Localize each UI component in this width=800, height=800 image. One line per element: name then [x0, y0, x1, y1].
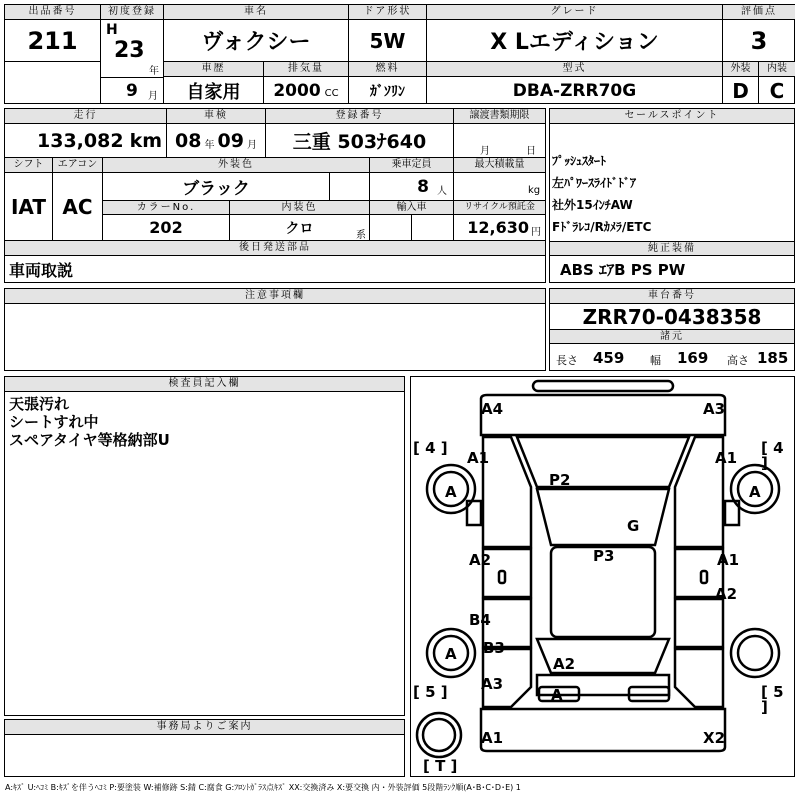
model-value: DBA-ZRR70G: [427, 77, 723, 104]
int-color-value: クロ: [230, 215, 370, 241]
damage-mark: X2: [703, 729, 726, 747]
damage-mark: A3: [481, 675, 504, 693]
lot-label: 出品番号: [5, 5, 101, 20]
car-name: ヴォクシー: [164, 20, 349, 62]
month-unit: 月: [148, 91, 158, 102]
grade-label: グレード: [427, 5, 723, 20]
displacement-label: 排気量: [264, 62, 349, 77]
displacement-value: 2000: [273, 80, 321, 101]
doors-value: 5W: [349, 20, 427, 62]
transfer-month-unit: 月: [480, 146, 490, 157]
exterior-grade: D: [723, 77, 759, 104]
later-parts-label: 後日発送部品: [5, 241, 545, 256]
capacity-value: 8: [417, 176, 429, 197]
tire-fl: [ 4 ]: [413, 439, 448, 457]
inspection-month-unit: 月: [246, 140, 257, 151]
width-label: 幅: [650, 354, 661, 367]
first-reg-month: 9: [126, 81, 138, 101]
damage-mark: A2: [715, 585, 738, 603]
color-label: 外装色: [103, 158, 370, 173]
shift-value: IAT: [5, 173, 53, 241]
mileage-unit: km: [129, 129, 162, 152]
length-label: 長さ: [556, 354, 578, 367]
shift-label: シフト: [5, 158, 53, 173]
inspection-label: 車検: [167, 109, 266, 124]
damage-mark: P2: [549, 471, 571, 489]
score-label: 評価点: [723, 5, 795, 20]
inspection-month: 09: [217, 129, 244, 152]
notes-label: 注意事項欄: [5, 289, 545, 304]
lot-number: 211: [5, 20, 101, 62]
recycle-label: リサイクル預託金: [454, 201, 545, 215]
chassis-label: 車台番号: [550, 289, 794, 304]
interior-label: 内装: [759, 62, 795, 77]
ac-value: AC: [53, 173, 103, 241]
era: H: [106, 22, 118, 38]
inspector-line: 天張汚れ: [9, 395, 70, 413]
sales-point: Fﾄﾞﾗﾚｺ/Rｶﾒﾗ/ETC: [552, 220, 652, 234]
inspection-year-unit: 年: [204, 140, 215, 151]
plate-label: 登録番号: [266, 109, 454, 124]
dims-label: 諸元: [550, 330, 794, 344]
import-label: 輸入車: [370, 201, 454, 215]
inspector-line: シートすれ中: [9, 413, 99, 431]
transfer-day-unit: 日: [526, 146, 536, 157]
damage-mark: A1: [481, 729, 504, 747]
tire-rr: [ 5 ]: [761, 683, 784, 716]
damage-mark: A1: [717, 551, 740, 569]
later-parts-value: 車両取説: [9, 260, 74, 280]
damage-mark: A: [445, 483, 457, 501]
chassis-number: ZRR70-0438358: [550, 304, 794, 330]
year-unit: 年: [149, 66, 159, 77]
damage-mark: P3: [593, 547, 615, 565]
plate-value: 三重 503ﾅ640: [266, 124, 454, 158]
damage-mark: A4: [481, 400, 504, 418]
car-name-label: 車名: [164, 5, 349, 20]
first-reg-year: 23: [114, 38, 145, 63]
load-unit: kg: [528, 185, 541, 196]
damage-mark: G: [627, 517, 640, 535]
interior-grade: C: [769, 78, 785, 103]
damage-mark: A3: [703, 400, 726, 418]
car-outline: [411, 377, 796, 778]
equipment-label: 純正装備: [550, 241, 794, 256]
sales-point: 左ﾊﾟﾜｰｽﾗｲﾄﾞﾄﾞｱ: [552, 176, 637, 190]
damage-mark: A1: [467, 449, 490, 467]
equipment-value: ABS ｴｱB PS PW: [560, 260, 686, 279]
displacement-unit: CC: [324, 88, 339, 99]
color-no-value: 202: [103, 215, 230, 241]
height-label: 高さ: [727, 354, 749, 367]
tire-rl: [ 5 ]: [413, 683, 448, 701]
legend-text: A:ｷｽﾞ U:ﾍｺﾐ B:ｷｽﾞを伴うﾍｺﾐ P:要塗装 W:補修跡 S:錆 C:腐食 G:ﾌﾛﾝﾄｶﾞﾗｽ点ｷｽﾞ XX:交換済み X:要交換 内・外装評価 5段階ﾗﾝｸ順(A･B･C･D･E) 1: [5, 783, 521, 792]
damage-mark: A2: [469, 551, 492, 569]
color-no-label: カラーNo.: [103, 201, 230, 215]
int-color-unit: 系: [356, 230, 366, 241]
sales-points-label: セールスポイント: [550, 109, 794, 124]
damage-diagram: [410, 376, 795, 777]
inspection-year: 08: [175, 129, 202, 152]
height-value: 185: [757, 349, 789, 367]
exterior-label: 外装: [723, 62, 759, 77]
history-label: 車歴: [164, 62, 264, 77]
tire-fr: [ 4 ]: [761, 439, 784, 472]
recycle-unit: 円: [531, 227, 541, 238]
inspector-notes: [9, 395, 170, 449]
ac-label: エアコン: [53, 158, 103, 173]
width-value: 169: [677, 349, 709, 367]
capacity-unit: 人: [437, 186, 447, 197]
inspector-label: 検査員記入欄: [5, 377, 404, 392]
damage-mark: B4: [469, 611, 491, 629]
sales-point: ﾌﾟｯｼｭｽﾀｰﾄ: [552, 154, 607, 168]
score-value: 3: [723, 20, 795, 62]
damage-mark: A: [551, 686, 563, 704]
history-value: 自家用: [164, 77, 264, 104]
sales-point: 社外15ｲﾝﾁAW: [552, 198, 633, 212]
fuel-value: ｶﾞｿﾘﾝ: [349, 77, 427, 104]
grade-value: X Lエディション: [427, 20, 723, 62]
damage-mark: B3: [483, 639, 505, 657]
office-label: 事務局よりご案内: [5, 720, 404, 735]
damage-mark: A2: [553, 655, 576, 673]
model-label: 型式: [427, 62, 723, 77]
damage-mark: A: [445, 645, 457, 663]
capacity-label: 乗車定員: [370, 158, 454, 173]
damage-mark: A1: [715, 449, 738, 467]
transfer-label: 譲渡書類期限: [454, 109, 545, 124]
length-value: 459: [593, 349, 625, 367]
first-reg-label: 初度登録: [101, 5, 164, 20]
sales-points-list: [552, 150, 651, 238]
load-label: 最大積載量: [454, 158, 545, 173]
mileage-label: 走行: [5, 109, 167, 124]
recycle-value: 12,630: [467, 218, 529, 237]
inspector-line: スペアタイヤ等格納部U: [9, 431, 170, 449]
damage-mark: A: [749, 483, 761, 501]
tire-spare: [ T ]: [423, 757, 458, 775]
fuel-label: 燃料: [349, 62, 427, 77]
color-value: ブラック: [103, 173, 330, 201]
doors-label: ドア形状: [349, 5, 427, 20]
int-color-label: 内装色: [230, 201, 370, 215]
mileage-value: 133,082: [37, 129, 124, 152]
